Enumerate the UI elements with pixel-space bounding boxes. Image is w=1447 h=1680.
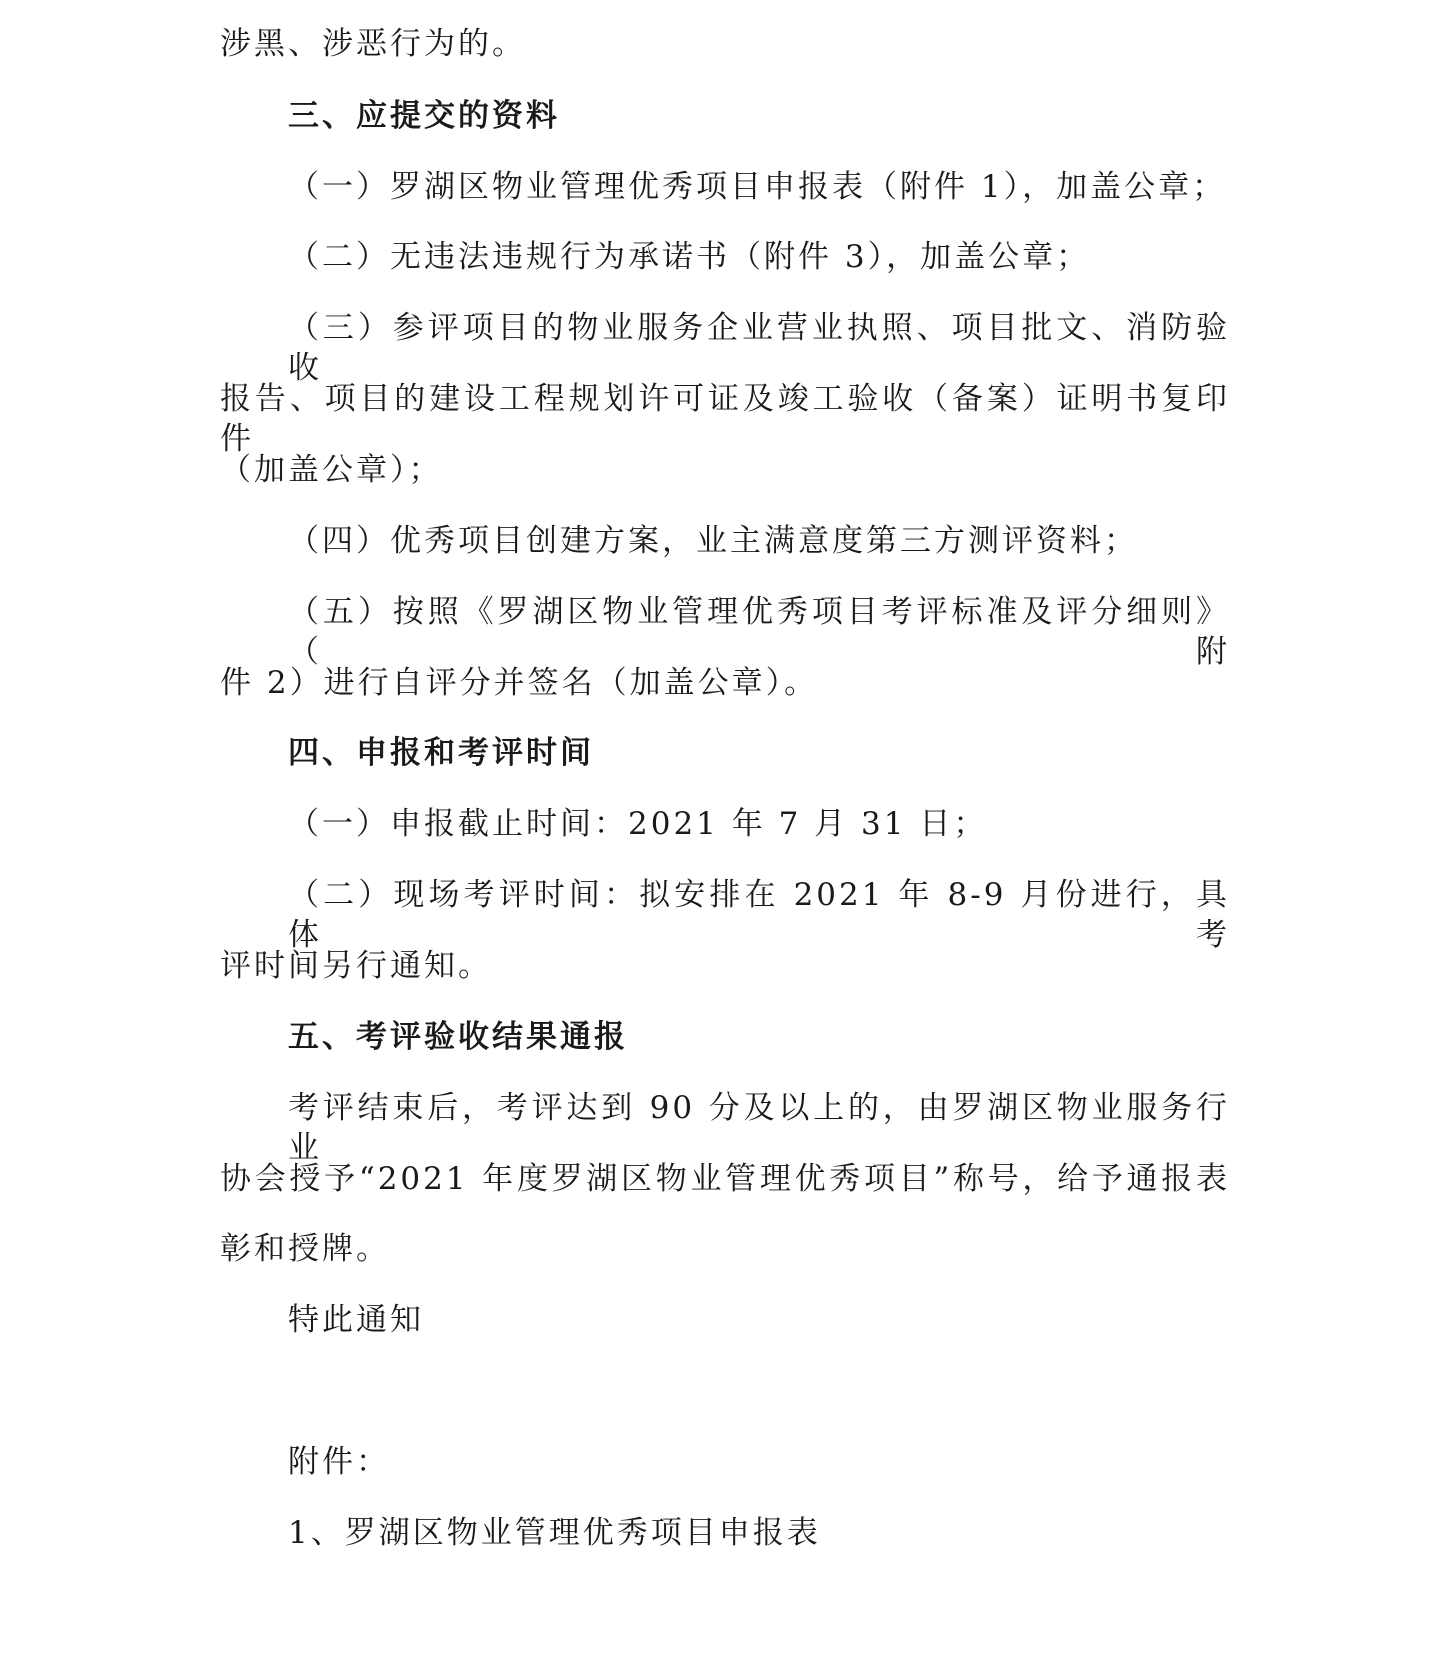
paragraph-line: （加盖公章）； (220, 452, 443, 488)
list-item: （五）按照《罗湖区物业管理优秀项目考评标准及评分细则》（附 (288, 594, 1230, 670)
list-item: （二）现场考评时间：拟安排在 2021 年 8-9 月份进行，具体考 (288, 877, 1230, 953)
section-heading-materials: 三、应提交的资料 (288, 98, 560, 134)
list-item: （三）参评项目的物业服务企业营业执照、项目批文、消防验收 (288, 310, 1230, 386)
closing-notice: 特此通知 (288, 1302, 424, 1338)
paragraph-line: 评时间另行通知。 (220, 948, 492, 984)
paragraph-line: 涉黑、涉恶行为的。 (220, 26, 526, 62)
section-heading-results: 五、考评验收结果通报 (288, 1019, 628, 1055)
list-item: （二）无违法违规行为承诺书（附件 3），加盖公章； (288, 239, 1091, 275)
paragraph-line: 彰和授牌。 (220, 1231, 390, 1267)
attachments-label: 附件： (288, 1444, 390, 1480)
paragraph-line: 件 2）进行自评分并签名（加盖公章）。 (220, 665, 819, 701)
attachment-item: 1、罗湖区物业管理优秀项目申报表 (288, 1515, 821, 1551)
list-item: （一）罗湖区物业管理优秀项目申报表（附件 1），加盖公章； (288, 169, 1227, 205)
section-heading-timeline: 四、申报和考评时间 (288, 735, 594, 771)
paragraph-line: 协会授予“2021 年度罗湖区物业管理优秀项目”称号，给予通报表 (220, 1161, 1230, 1197)
paragraph-line: 考评结束后，考评达到 90 分及以上的，由罗湖区物业服务行业 (288, 1090, 1230, 1166)
list-item: （一）申报截止时间：2021 年 7 月 31 日； (288, 806, 988, 842)
paragraph-line: 报告、项目的建设工程规划许可证及竣工验收（备案）证明书复印件 (220, 381, 1230, 457)
list-item: （四）优秀项目创建方案，业主满意度第三方测评资料； (288, 523, 1138, 559)
